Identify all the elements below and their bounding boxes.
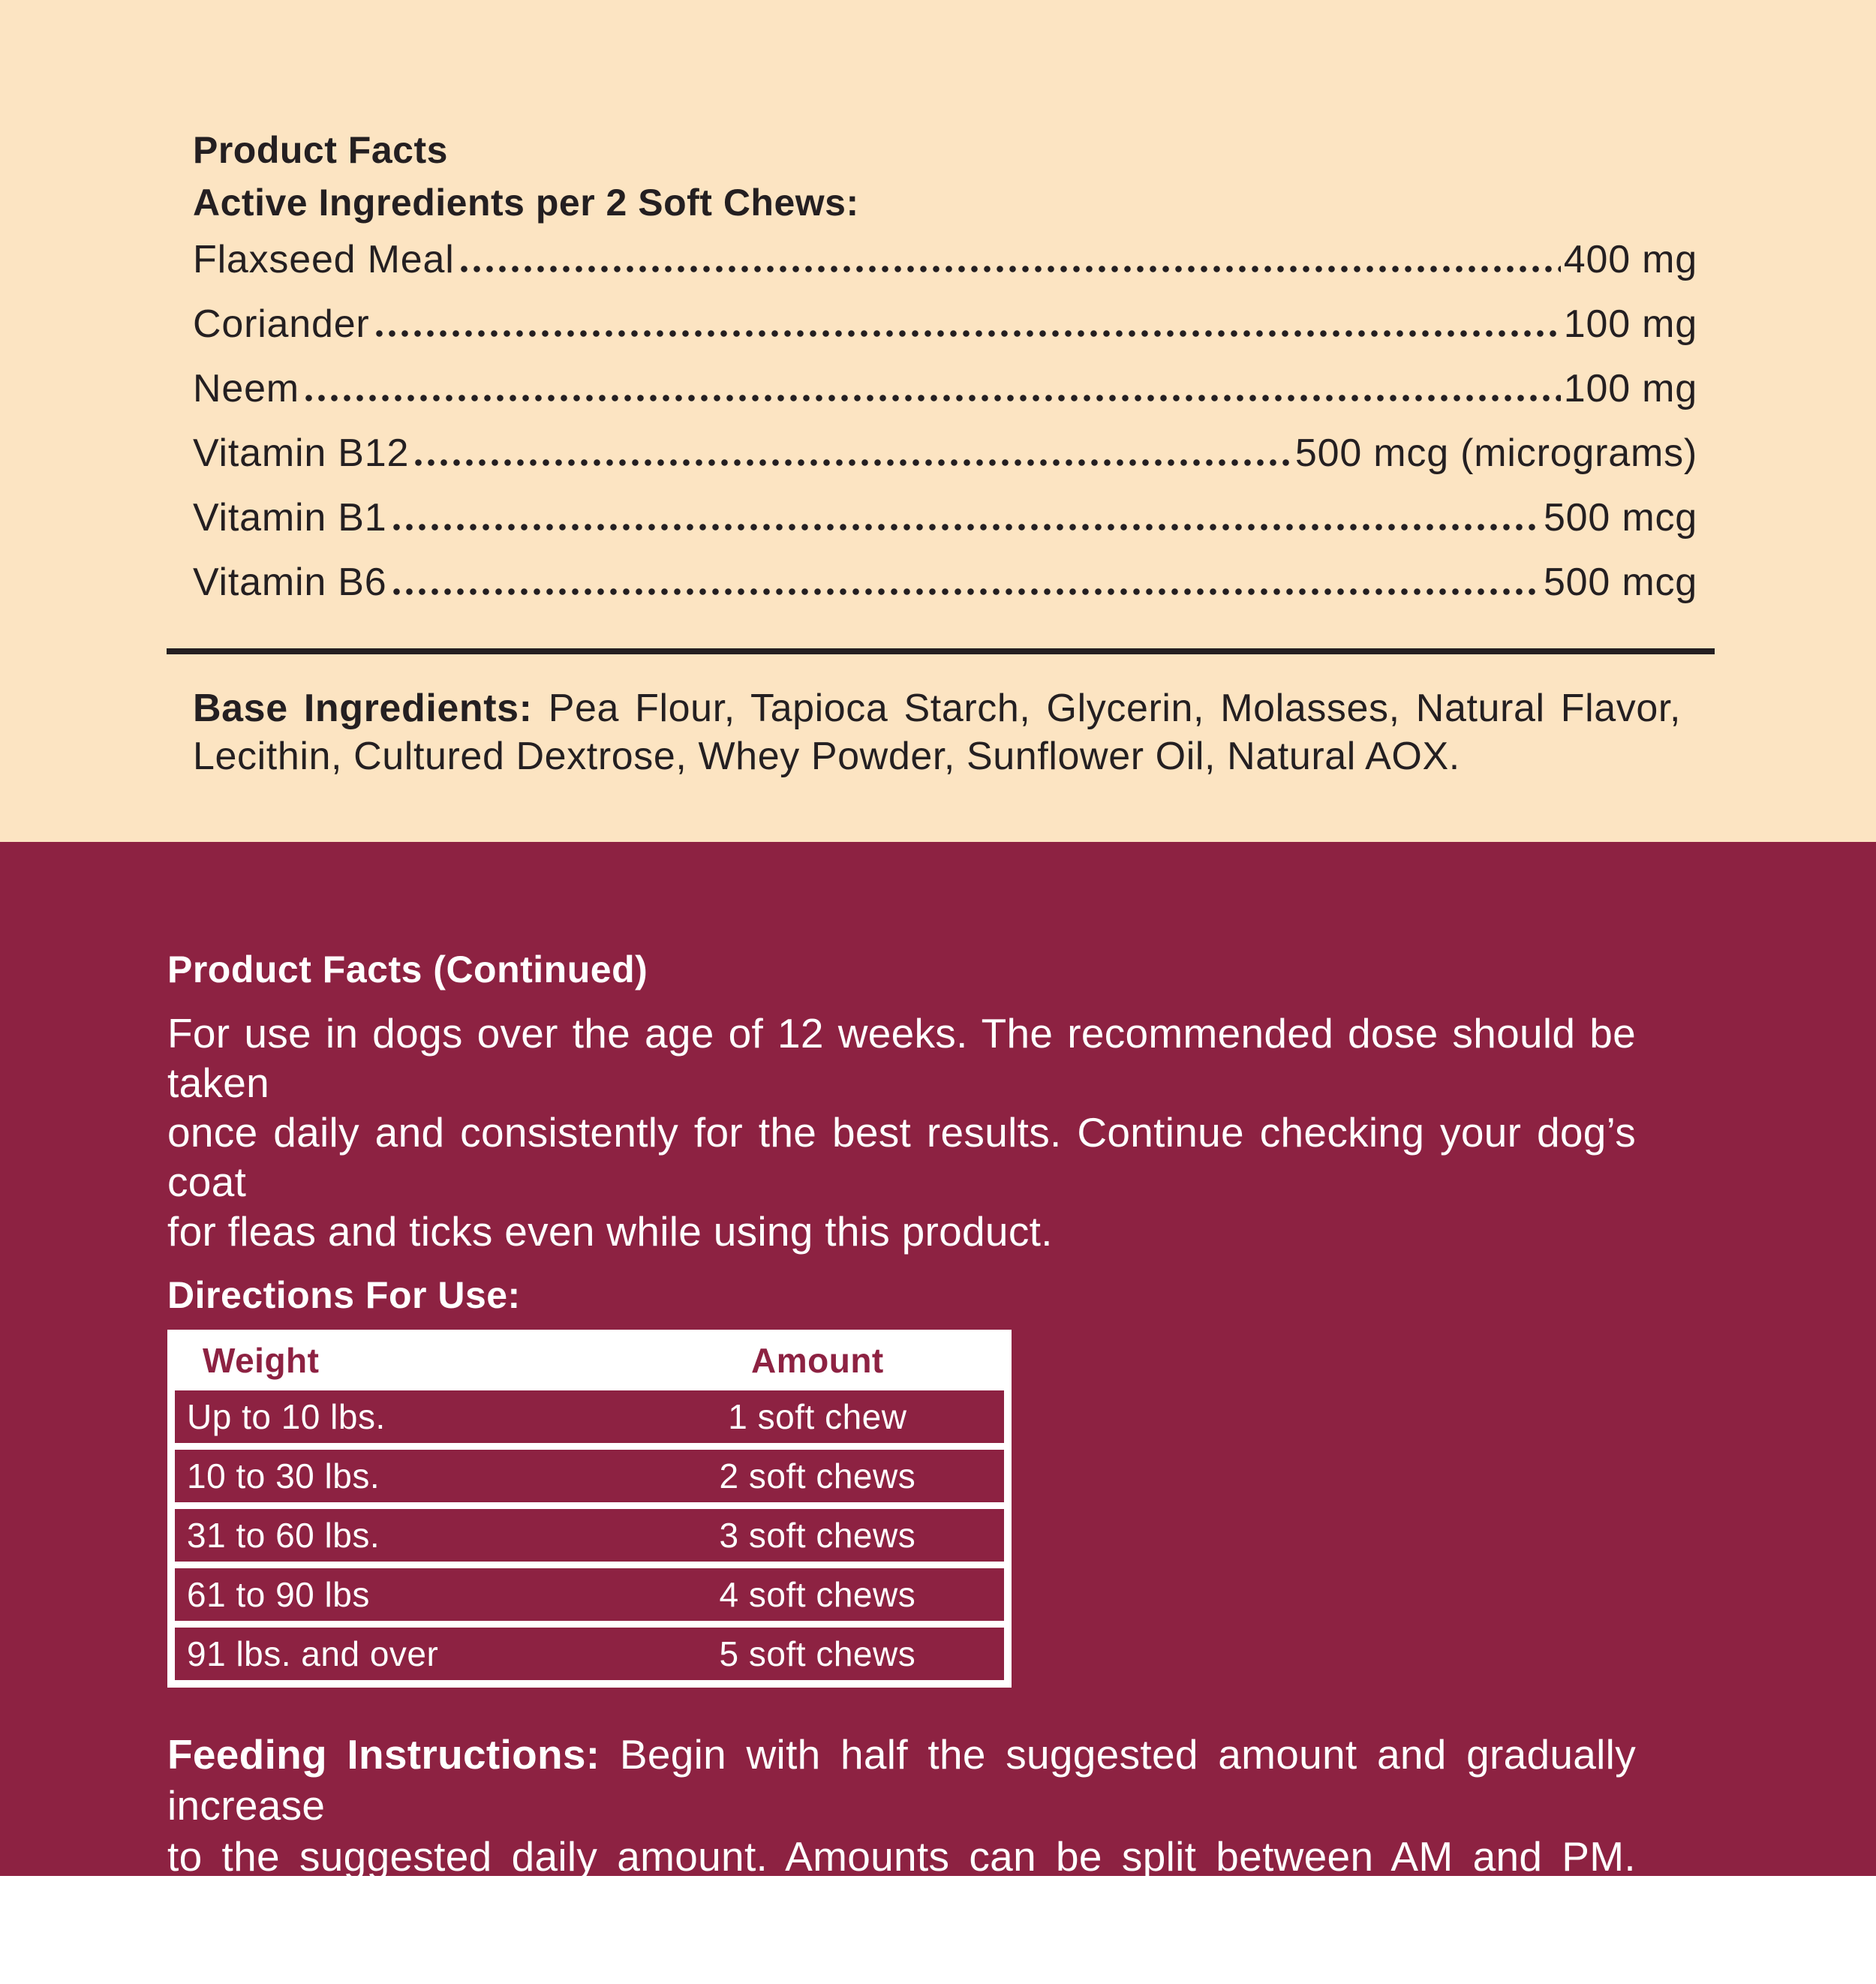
ingredient-row <box>193 302 1697 366</box>
active-ingredients-list <box>193 237 1697 624</box>
ingredient-amount: 500 mcg <box>1543 496 1697 540</box>
table-row <box>175 1509 1004 1562</box>
ingredient-amount: 400 mg <box>1563 238 1697 281</box>
ingredient-name: Neem <box>193 367 299 410</box>
weight-cell: 91 lbs. and over <box>187 1634 439 1673</box>
ingredient-row <box>193 366 1697 431</box>
weight-cell: Up to 10 lbs. <box>187 1397 386 1436</box>
ingredient-row <box>193 237 1697 302</box>
amount-cell: 3 soft chews <box>719 1516 916 1555</box>
table-row <box>175 1450 1004 1502</box>
dosage-table-header <box>175 1337 1004 1384</box>
ingredient-name: Vitamin B12 <box>193 431 410 475</box>
base-ingredients-line <box>193 684 1681 732</box>
table-row <box>175 1628 1004 1680</box>
product-facts-title: Product Facts <box>193 129 448 171</box>
amount-cell: 1 soft chew <box>728 1397 907 1436</box>
section-divider <box>167 648 1715 654</box>
usage-line: for fleas and ticks even while using this product. <box>167 1208 1053 1255</box>
weight-cell: 10 to 30 lbs. <box>187 1456 380 1496</box>
ingredient-amount: 100 mg <box>1563 367 1697 410</box>
feeding-line <box>167 1729 1636 1831</box>
feeding-line: two to four weeks to see results. <box>167 1935 765 1982</box>
table-row <box>175 1390 1004 1443</box>
weight-cell: 61 to 90 lbs <box>187 1575 370 1614</box>
feeding-line: to the suggested daily amount. Amounts can be split between AM and PM. Allow <box>167 1833 1636 1931</box>
dosage-table <box>167 1330 1012 1688</box>
ingredient-name: Coriander <box>193 302 370 346</box>
dotted-leader <box>390 524 1541 531</box>
feeding-text: Begin with half the suggested amount and gradually increase <box>167 1731 1636 1829</box>
amount-cell: 2 soft chews <box>719 1456 916 1496</box>
table-row <box>175 1568 1004 1621</box>
dotted-leader <box>412 459 1292 466</box>
amount-column-header: Amount <box>751 1341 884 1380</box>
feeding-instructions-label: Feeding Instructions: <box>167 1731 600 1778</box>
active-ingredients-heading: Active Ingredients per 2 Soft Chews: <box>193 182 859 224</box>
base-ingredients-text: Pea Flour, Tapioca Starch, Glycerin, Molasses, Natural Flavor, <box>532 687 1681 730</box>
product-facts-panel <box>0 0 1876 842</box>
dotted-leader <box>373 330 1561 337</box>
directions-heading: Directions For Use: <box>167 1274 521 1316</box>
product-facts-continued-panel <box>0 842 1876 1982</box>
ingredient-name: Vitamin B1 <box>193 496 387 540</box>
continued-title: Product Facts (Continued) <box>167 948 648 990</box>
amount-cell: 4 soft chews <box>719 1575 916 1614</box>
dotted-leader <box>302 395 1561 401</box>
ingredient-row <box>193 431 1697 495</box>
ingredient-amount: 100 mg <box>1563 302 1697 346</box>
ingredient-row <box>193 495 1697 560</box>
ingredient-row <box>193 560 1697 624</box>
ingredient-name: Vitamin B6 <box>193 561 387 604</box>
ingredient-amount: 500 mcg (micrograms) <box>1294 431 1697 475</box>
usage-line: once daily and consistently for the best results. Continue checking your dog’s coat <box>167 1109 1636 1205</box>
base-ingredients-line: Lecithin, Cultured Dextrose, Whey Powder, Sunflower Oil, Natural AOX. <box>193 735 1460 778</box>
dotted-leader <box>390 588 1541 595</box>
amount-cell: 5 soft chews <box>719 1634 916 1673</box>
ingredient-name: Flaxseed Meal <box>193 238 455 281</box>
weight-cell: 31 to 60 lbs. <box>187 1516 380 1555</box>
weight-column-header: Weight <box>203 1341 320 1380</box>
ingredient-amount: 500 mcg <box>1543 561 1697 604</box>
usage-paragraph <box>167 1009 1636 1256</box>
usage-line: For use in dogs over the age of 12 weeks. The recommended dose should be taken <box>167 1010 1636 1106</box>
feeding-instructions-paragraph <box>167 1729 1636 1984</box>
base-ingredients-paragraph <box>193 684 1681 780</box>
base-ingredients-label: Base Ingredients: <box>193 687 533 730</box>
dotted-leader <box>458 266 1561 272</box>
